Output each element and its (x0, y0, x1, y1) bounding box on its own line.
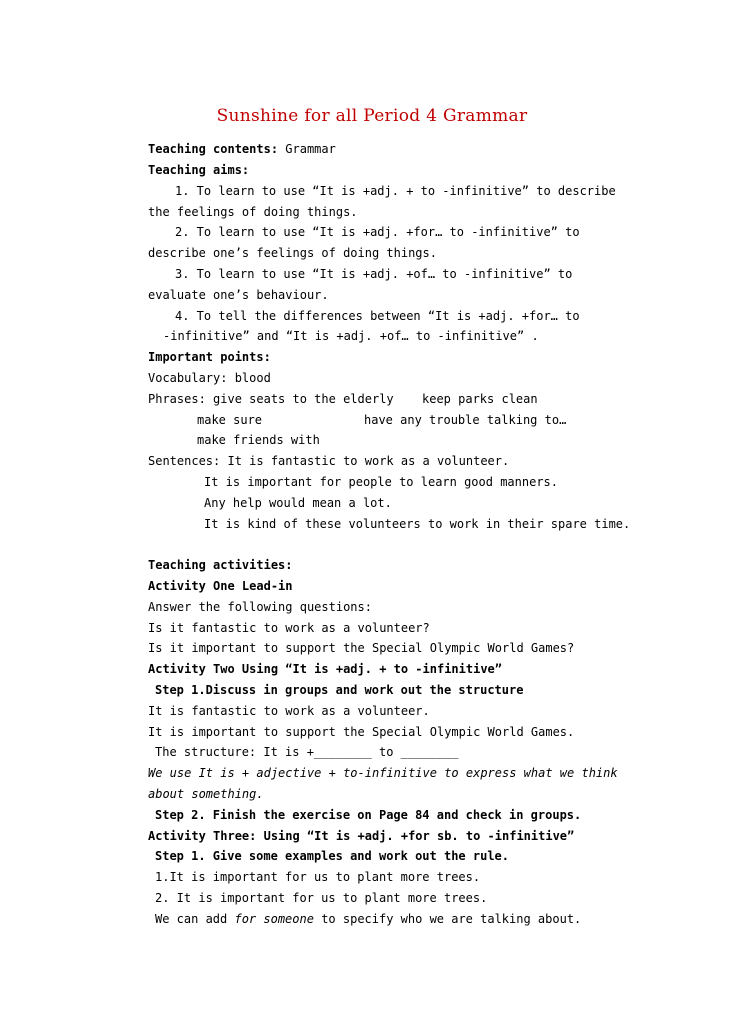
phrase-make-friends: make friends with (197, 433, 320, 447)
activity-two-note-2: about something. (148, 787, 264, 801)
activity-three-line-3 (155, 911, 581, 927)
activity-one-line-1: Answer the following questions: (148, 600, 372, 614)
phrase-have-trouble: have any trouble talking to… (364, 413, 567, 427)
teaching-contents-value: Grammar (278, 142, 336, 156)
activity-one-line-3: Is it important to support the Special Olympic World Games? (148, 641, 575, 655)
activity-two-line-1: It is fantastic to work as a volunteer. (148, 704, 430, 718)
phrase-keep-parks-clean: keep parks clean (422, 392, 538, 406)
vocabulary-line: Vocabulary: blood (148, 371, 271, 385)
activity-one-title: Activity One Lead-in (148, 579, 293, 593)
page-title: Sunshine for all Period 4 Grammar (216, 106, 528, 126)
activity-two-note-1: We use It is + adjective + to-infinitive to express what we think (148, 766, 618, 780)
aim-2-line-1: 2. To learn to use “It is +adj. +for… to -infinitive” to (175, 225, 580, 239)
phrases-label: Phrases: give seats to the elderly (148, 392, 394, 406)
activity-three-line-3-em: for someone (234, 912, 314, 926)
teaching-contents (148, 141, 336, 157)
aim-4-line-1: 4. To tell the differences between “It is +adj. +for… to (175, 309, 580, 323)
activity-two-step-1: Step 1.Discuss in groups and work out the structure (155, 683, 524, 697)
phrase-make-sure: make sure (197, 413, 263, 427)
activity-two-step-2: Step 2. Finish the exercise on Page 84 and check in groups. (155, 808, 582, 822)
activity-three-line-1: 1.It is important for us to plant more trees. (155, 870, 481, 884)
activity-three-line-3-pre: We can add (155, 912, 235, 926)
activity-three-title: Activity Three: Using “It is +adj. +for sb. to -infinitive” (148, 829, 575, 843)
aim-2-line-2: describe one’s feelings of doing things. (148, 246, 437, 260)
sentence-3: It is kind of these volunteers to work in their spare time. (204, 517, 631, 531)
activity-three-line-3-post: to specify who we are talking about. (313, 912, 582, 926)
sentence-2: Any help would mean a lot. (204, 496, 392, 510)
teaching-activities-label: Teaching activities: (148, 558, 293, 572)
important-points-label: Important points: (148, 350, 271, 364)
aim-3-line-1: 3. To learn to use “It is +adj. +of… to -infinitive” to (175, 267, 573, 281)
activity-three-line-2: 2. It is important for us to plant more trees. (155, 891, 488, 905)
aim-1-line-1: 1. To learn to use “It is +adj. + to -infinitive” to describe (175, 184, 616, 198)
aim-1-line-2: the feelings of doing things. (148, 205, 358, 219)
aim-3-line-2: evaluate one’s behaviour. (148, 288, 329, 302)
teaching-contents-label: Teaching contents: (148, 142, 279, 156)
activity-two-structure: The structure: It is +________ to ________ (155, 745, 459, 759)
activity-one-line-2: Is it fantastic to work as a volunteer? (148, 621, 430, 635)
sentences-label: Sentences: It is fantastic to work as a volunteer. (148, 454, 510, 468)
activity-three-step-1: Step 1. Give some examples and work out the rule. (155, 849, 510, 863)
sentence-1: It is important for people to learn good manners. (204, 475, 559, 489)
aim-4-line-2: -infinitive” and “It is +adj. +of… to -infinitive” . (163, 329, 539, 343)
activity-two-line-2: It is important to support the Special Olympic World Games. (148, 725, 575, 739)
teaching-aims-label: Teaching aims: (148, 163, 250, 177)
activity-two-title: Activity Two Using “It is +adj. + to -infinitive” (148, 662, 503, 676)
